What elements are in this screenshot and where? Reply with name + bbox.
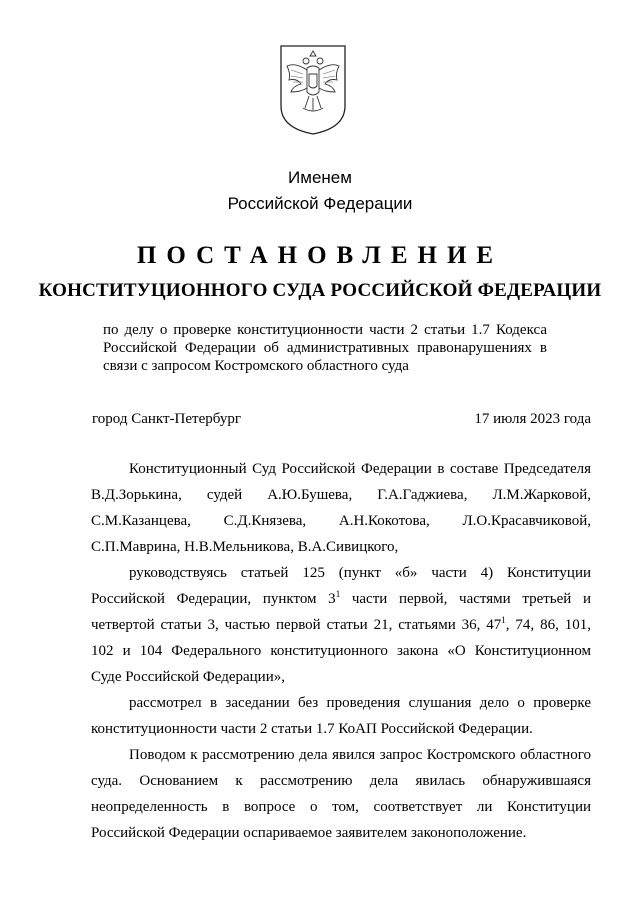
city-of-issue: город Санкт-Петербург: [92, 411, 241, 427]
guided-line: руководствуясь статьей 125 (пункт «б» части 4) Конституции: [129, 565, 591, 581]
guided-line: Суде Российской Федерации»,: [91, 669, 285, 685]
considered-line: конституционности части 2 статьи 1.7 КоАП Российской Федерации.: [91, 721, 533, 737]
reason-line: Российской Федерации оспариваемое заявителем законоположение.: [91, 825, 527, 841]
subject-line: Российской Федерации об административных правонарушениях в: [103, 340, 547, 356]
document-type-title: ПОСТАНОВЛЕНИЕ: [136, 242, 504, 269]
reason-line: Поводом к рассмотрению дела явился запрос Костромского областного: [129, 747, 591, 763]
composition-line: В.Д.Зорькина, судей А.Ю.Бушева, Г.А.Гаджиева, Л.М.Жарковой,: [91, 487, 591, 503]
composition-line: Конституционный Суд Российской Федерации в составе Председателя: [129, 461, 591, 477]
guided-line: четвертой статьи 3, частью первой статьи 21, статьями 36, $47^1$, 74, 86, 101,: [91, 615, 591, 633]
subject-line: по делу о проверке конституционности части 2 статьи 1.7 Кодекса: [103, 322, 547, 338]
composition-line: С.М.Казанцева, С.Д.Князева, А.Н.Кокотова, Л.О.Красавчиковой,: [91, 513, 591, 529]
superscript: 1: [335, 589, 341, 599]
issuer-line-2: Российской Федерации: [227, 194, 413, 213]
composition-line: С.П.Маврина, Н.В.Мельникова, В.А.Сивицкого,: [91, 539, 399, 555]
guided-line: Российской Федерации, пунктом $3^1$ части первой, частями третьей и: [91, 589, 591, 607]
date-of-issue: 17 июля 2023 года: [474, 411, 591, 427]
issuer-line-1: Именем: [288, 168, 352, 187]
superscript: 1: [501, 615, 506, 625]
coat-of-arms-icon: [279, 44, 347, 136]
reason-line: суда. Основанием к рассмотрению дела явилась обнаружившаяся: [91, 773, 591, 789]
guided-line: 102 и 104 Федерального конституционного закона «О Конституционном: [91, 643, 591, 659]
considered-line: рассмотрел в заседании без проведения слушания дело о проверке: [129, 695, 591, 711]
court-name-title: КОНСТИТУЦИОННОГО СУДА РОССИЙСКОЙ ФЕДЕРАЦИИ: [38, 280, 602, 301]
reason-line: неопределенность в вопросе о том, соответствует ли Конституции: [91, 799, 591, 815]
subject-line: связи с запросом Костромского областного суда: [103, 358, 409, 374]
